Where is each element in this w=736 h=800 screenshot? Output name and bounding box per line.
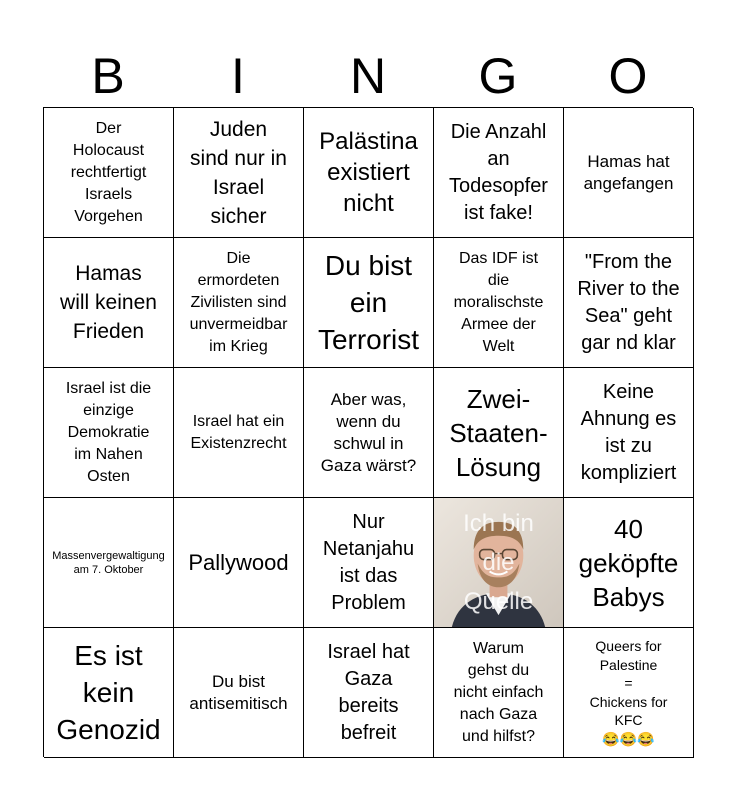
cell-text: Juden sind nur in Israel sicher	[190, 117, 287, 228]
header-letter-n: N	[349, 48, 387, 104]
cell-text: Israel ist die einzige Demokratie im Nahen Osten	[65, 379, 152, 485]
cell-text: "From the River to the Sea" geht gar nd klar	[577, 250, 680, 354]
header-letter-b: B	[91, 48, 125, 104]
cell-text: Warum gehst du nicht einfach nach Gaza und hilfst?	[453, 639, 544, 745]
bingo-cell[interactable]	[174, 628, 304, 758]
bingo-cell[interactable]	[434, 368, 564, 498]
bingo-cell[interactable]	[304, 368, 434, 498]
bingo-cell[interactable]	[44, 498, 174, 628]
bingo-cell[interactable]	[564, 238, 694, 368]
bingo-cell[interactable]	[304, 238, 434, 368]
cell-text: Keine Ahnung es ist zu kompliziert	[580, 380, 677, 484]
bingo-cell[interactable]	[174, 368, 304, 498]
header-letter-g: G	[478, 48, 518, 104]
bingo-cell[interactable]	[174, 498, 304, 628]
cell-text: Hamas will keinen Frieden	[60, 262, 157, 343]
bingo-header	[43, 44, 693, 108]
cell-text: Queers for Palestine = Chickens for KFC 😂😂😂	[589, 638, 668, 747]
bingo-cell[interactable]	[44, 368, 174, 498]
bingo-cell[interactable]	[564, 628, 694, 758]
bingo-cell[interactable]	[174, 238, 304, 368]
cell-text: Israel hat ein Existenzrecht	[190, 412, 287, 452]
cell-text: Palästina existiert nicht	[319, 128, 418, 217]
bingo-cell[interactable]	[304, 498, 434, 628]
bingo-cell[interactable]	[434, 108, 564, 238]
bingo-grid	[43, 107, 693, 757]
cell-text: Massenvergewaltigung am 7. Oktober	[52, 549, 165, 576]
bingo-cell[interactable]	[44, 238, 174, 368]
bingo-cell[interactable]	[44, 108, 174, 238]
header-letter-i: I	[231, 48, 245, 104]
bingo-cell[interactable]	[434, 628, 564, 758]
bingo-cell[interactable]	[564, 368, 694, 498]
cell-text: Der Holocaust rechtfertigt Israels Vorgehen	[70, 119, 147, 225]
cell-text: Pallywood	[188, 550, 289, 575]
header-letter-o: O	[608, 48, 648, 104]
cell-text: Die ermordeten Zivilisten sind unvermeidbar im Krieg	[189, 249, 288, 355]
bingo-cell-photo[interactable]	[434, 498, 564, 628]
bingo-cell[interactable]	[434, 238, 564, 368]
cell-text: 40 geköpfte Babys	[578, 513, 679, 612]
bingo-cell[interactable]	[174, 108, 304, 238]
cell-text: Ich bin die Quelle	[463, 510, 534, 615]
cell-text: Israel hat Gaza bereits befreit	[327, 640, 410, 744]
cell-text: Das IDF ist die moralischste Armee der Welt	[453, 249, 544, 355]
bingo-cell[interactable]	[564, 108, 694, 238]
cell-text: Aber was, wenn du schwul in Gaza wärst?	[320, 389, 417, 475]
bingo-cell[interactable]	[564, 498, 694, 628]
cell-text: Nur Netanjahu ist das Problem	[322, 510, 415, 614]
bingo-cell[interactable]	[44, 628, 174, 758]
cell-text: Die Anzahl an Todesopfer ist fake!	[449, 120, 548, 224]
bingo-cell[interactable]	[304, 628, 434, 758]
cell-text: Zwei- Staaten- Lösung	[449, 383, 548, 482]
cell-text: Du bist ein Terrorist	[317, 250, 420, 355]
cell-text: Hamas hat angefangen	[583, 151, 674, 193]
cell-text: Du bist antisemitisch	[189, 671, 288, 713]
cell-text: Es ist kein Genozid	[56, 640, 161, 745]
bingo-cell[interactable]	[304, 108, 434, 238]
